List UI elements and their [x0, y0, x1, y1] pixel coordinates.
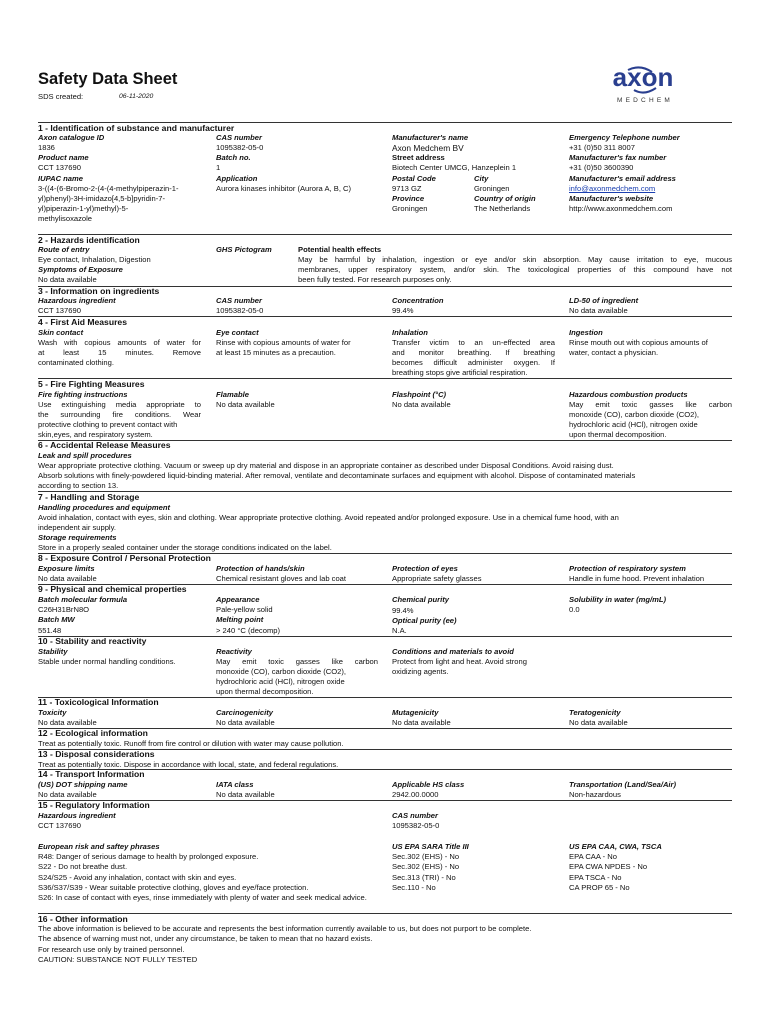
handling-line: Avoid inhalation, contact with eyes, skin and clothing. Wear appropriate protective clothing. Avoid repeated and/or prolonged exposure. Use in a chemical fume hood, with an: [38, 513, 619, 522]
hand-protection-value: Chemical resistant gloves and lab coat: [216, 574, 347, 583]
epa-caa-line: EPA TSCA - No: [569, 873, 622, 882]
other-info-line: CAUTION: SUBSTANCE NOT FULLY TESTED: [38, 955, 198, 964]
eye-protection-value: Appropriate safety glasses: [392, 574, 482, 583]
toxicity-value: No data available: [38, 718, 97, 727]
flamable-label: Flamable: [216, 390, 249, 399]
country-value: The Netherlands: [474, 204, 531, 213]
iata-class-value: No data available: [216, 790, 275, 799]
iata-class-label: IATA class: [216, 780, 254, 789]
section-16-heading: 16 - Other information: [38, 914, 128, 924]
iupac-name-label: IUPAC name: [38, 174, 84, 183]
molecular-formula-label: Batch molecular formula: [38, 595, 128, 604]
sara-line: Sec.302 (EHS) - No: [392, 852, 460, 861]
toxicity-label: Toxicity: [38, 708, 67, 717]
other-info-line: The above information is believed to be accurate and represents the best information currently available to us, but does not purport to be complete.: [38, 924, 532, 933]
combustion-products-line: hydrochloric acid (HCl), nitrogen oxide: [569, 420, 698, 429]
emergency-phone-label: Emergency Telephone number: [569, 133, 680, 142]
section-9-heading: 9 - Physical and chemical properties: [38, 584, 187, 594]
city-label: City: [474, 174, 489, 183]
symptoms-value: No data available: [38, 275, 97, 284]
eye-contact-label: Eye contact: [216, 328, 259, 337]
respiratory-protection-value: Handle in fume hood. Prevent inhalation: [569, 574, 705, 583]
skin-contact-line: at least 15 minutes. Remove: [38, 348, 201, 357]
section-1-heading: 1 - Identification of substance and manufacturer: [38, 123, 235, 133]
postal-code-label: Postal Code: [392, 174, 436, 183]
hazardous-ingredient-label: Hazardous ingredient: [38, 296, 116, 305]
iupac-name-line: yl)phenyl)-3H-imidazo[4,5-b]pyridin-7-: [38, 194, 166, 203]
combustion-products-label: Hazardous combustion products: [569, 390, 688, 399]
application-value: Aurora kinases inhibitor (Aurora A, B, C): [216, 184, 352, 193]
reactivity-line: upon thermal decomposition.: [216, 687, 314, 696]
transportation-label: Transportation (Land/Sea/Air): [569, 780, 677, 789]
sara-title-label: US EPA SARA Title III: [392, 842, 469, 851]
combustion-products-line: upon thermal decomposition.: [569, 430, 667, 439]
chemical-purity-value: 99.4%: [392, 606, 414, 615]
ecological-text: Treat as potentially toxic. Runoff from fire control or dilution with water may cause pollution.: [38, 739, 344, 748]
conditions-avoid-line: Protect from light and heat. Avoid strong: [392, 657, 527, 666]
fire-fighting-line: the surrounding fire conditions. Wear: [38, 410, 201, 419]
section-8-heading: 8 - Exposure Control / Personal Protection: [38, 553, 211, 563]
province-value: Groningen: [392, 204, 428, 213]
eu-phrase-line: S22 - Do not breathe dust.: [38, 862, 128, 871]
postal-code-value: 9713 GZ: [392, 184, 422, 193]
ingestion-line: Rinse mouth out with copious amounts of: [569, 338, 708, 347]
email-link[interactable]: [569, 184, 655, 194]
transportation-value: Non-hazardous: [569, 790, 621, 799]
section-11-heading: 11 - Toxicological Information: [38, 697, 159, 707]
hs-class-value: 2942.00.0000: [392, 790, 439, 799]
leak-spill-label: Leak and spill procedures: [38, 451, 132, 460]
cas-number-label: CAS number: [216, 296, 262, 305]
section-14-heading: 14 - Transport Information: [38, 769, 145, 779]
email-label: Manufacturer's email address: [569, 174, 676, 183]
eye-contact-line: at least 15 minutes as a precaution.: [216, 348, 336, 357]
conditions-avoid-line: oxidizing agents.: [392, 667, 449, 676]
catalogue-id-label: Axon catalogue ID: [38, 133, 105, 142]
section-5-heading: 5 - Fire Fighting Measures: [38, 379, 145, 389]
flamable-value: No data available: [216, 400, 275, 409]
symptoms-label: Symptoms of Exposure: [38, 265, 123, 274]
fax-number-value: +31 (0)50 3600390: [569, 163, 634, 172]
reactivity-line: hydrochloric acid (HCl), nitrogen oxide: [216, 677, 345, 686]
section-divider: [38, 913, 732, 914]
reactivity-line: monoxide (CO), carbon dioxide (CO2),: [216, 667, 346, 676]
appearance-label: Appearance: [216, 595, 260, 604]
fax-number-label: Manufacturer's fax number: [569, 153, 667, 162]
leak-spill-line: Absorb solutions with finely-powdered liquid-binding material. After removal, ventilate and decontaminate surfaces and equipment with alcohol. Dispose of contaminated materials: [38, 471, 636, 480]
sara-line: Sec.313 (TRI) - No: [392, 873, 456, 882]
cas-number-value: 1095382-05-0: [216, 306, 264, 315]
section-4-heading: 4 - First Aid Measures: [38, 317, 127, 327]
exposure-limits-label: Exposure limits: [38, 564, 95, 573]
section-12-heading: 12 - Ecological information: [38, 728, 148, 738]
fire-fighting-line: Use extinguishing media appropriate to: [38, 400, 201, 409]
street-address-label: Street address: [392, 153, 445, 162]
melting-point-label: Melting point: [216, 615, 264, 624]
section-10-heading: 10 - Stability and reactivity: [38, 636, 147, 646]
dot-shipping-value: No data available: [38, 790, 97, 799]
inhalation-line: and monitor breathing. If breathing: [392, 348, 555, 357]
teratogenicity-value: No data available: [569, 718, 628, 727]
epa-caa-line: EPA CAA - No: [569, 852, 617, 861]
province-label: Province: [392, 194, 425, 203]
iupac-name-line: 3-((4-(6-Bromo-2-(4-(4-methylpiperazin-1-: [38, 184, 179, 193]
section-15-heading: 15 - Regulatory Information: [38, 800, 150, 810]
reg-cas-number-value: 1095382-05-0: [392, 821, 440, 830]
eye-protection-label: Protection of eyes: [392, 564, 458, 573]
appearance-value: Pale-yellow solid: [216, 605, 273, 614]
website-value: http://www.axonmedchem.com: [569, 204, 673, 213]
hazardous-ingredient-value: CCT 137690: [38, 306, 81, 315]
emergency-phone-value: +31 (0)50 311 8007: [569, 143, 635, 152]
street-address-value: Biotech Center UMCG, Hanzeplein 1: [392, 163, 517, 172]
section-divider: [38, 316, 732, 317]
chemical-purity-label: Chemical purity: [392, 595, 449, 604]
eu-phrase-line: S36/S37/S39 - Wear suitable protective clothing, gloves and eye/face protection.: [38, 883, 309, 892]
batch-no-label: Batch no.: [216, 153, 251, 162]
section-3-heading: 3 - Information on ingredients: [38, 286, 160, 296]
respiratory-protection-label: Protection of respiratory system: [569, 564, 686, 573]
flashpoint-value: No data available: [392, 400, 451, 409]
hs-class-label: Applicable HS class: [392, 780, 465, 789]
batch-mw-label: Batch MW: [38, 615, 75, 624]
section-divider: [38, 491, 732, 492]
inhalation-line: becomes difficult administer oxygen. If: [392, 358, 555, 367]
exposure-limits-value: No data available: [38, 574, 97, 583]
skin-contact-line: Wash with copious amounts of water for: [38, 338, 201, 347]
manufacturer-name-value: Axon Medchem BV: [392, 143, 464, 153]
flashpoint-label: Flashpoint (°C): [392, 390, 447, 399]
product-name-value: CCT 137690: [38, 163, 81, 172]
health-effects-line: membranes, upper respiratory system, and/or skin. The toxicological properties of this compound have not: [298, 265, 732, 274]
molecular-formula-value: C26H31BrN8O: [38, 605, 90, 614]
ld50-label: LD-50 of ingredient: [569, 296, 639, 305]
application-label: Application: [216, 174, 258, 183]
teratogenicity-label: Teratogenicity: [569, 708, 621, 717]
route-of-entry-value: Eye contact, Inhalation, Digestion: [38, 255, 151, 264]
solubility-value: 0.0: [569, 605, 580, 614]
disposal-text: Treat as potentially toxic. Dispose in accordance with local, state, and federal regulations.: [38, 760, 339, 769]
conditions-avoid-label: Conditions and materials to avoid: [392, 647, 514, 656]
eye-contact-line: Rinse with copious amounts of water for: [216, 338, 351, 347]
sds-created-label: SDS created:: [38, 92, 84, 101]
inhalation-line: Transfer victim to an un-effected area: [392, 338, 555, 347]
combustion-products-line: May emit toxic gasses like carbon: [569, 400, 732, 409]
section-7-heading: 7 - Handling and Storage: [38, 492, 140, 502]
dot-shipping-label: (US) DOT shipping name: [38, 780, 128, 789]
product-name-label: Product name: [38, 153, 89, 162]
reg-cas-number-label: CAS number: [392, 811, 438, 820]
mutagenicity-value: No data available: [392, 718, 451, 727]
solubility-label: Solubility in water (mg/mL): [569, 595, 667, 604]
section-6-heading: 6 - Accidental Release Measures: [38, 440, 171, 450]
sds-created-date: 06-11-2020: [119, 93, 154, 100]
batch-mw-value: 551.48: [38, 626, 62, 635]
reactivity-label: Reactivity: [216, 647, 252, 656]
reactivity-line: May emit toxic gasses like carbon: [216, 657, 378, 666]
inhalation-line: breathing stops give artificial respiration.: [392, 368, 528, 377]
melting-point-value: > 240 °C (decomp): [216, 626, 281, 635]
fire-fighting-label: Fire fighting instructions: [38, 390, 128, 399]
ingestion-line: water, contact a physician.: [569, 348, 659, 357]
health-effects-line: May be harmful by inhalation, ingestion or eye and/or skin absorption. May cause irritation to eye, mucous: [298, 255, 732, 264]
health-effects-line: been fully tested. For research purposes only.: [298, 275, 452, 284]
reg-hazardous-ingredient-label: Hazardous ingredient: [38, 811, 116, 820]
route-of-entry-label: Route of entry: [38, 245, 90, 254]
optical-purity-value: N.A.: [392, 626, 407, 635]
email-link-text[interactable]: info@axonmedchem.com: [569, 184, 656, 193]
fire-fighting-line: skin,eyes, and respiratory system.: [38, 430, 153, 439]
ingestion-label: Ingestion: [569, 328, 603, 337]
other-info-line: For research use only by trained personnel.: [38, 945, 185, 954]
eu-phrase-line: R48: Danger of serious damage to health by prolonged exposure.: [38, 852, 259, 861]
cas-number-label: CAS number: [216, 133, 262, 142]
eu-phrase-line: S24/S25 - Avoid any inhalation, contact with skin and eyes.: [38, 873, 237, 882]
mutagenicity-label: Mutagenicity: [392, 708, 439, 717]
cas-number-value: 1095382-05-0: [216, 143, 264, 152]
batch-no-value: 1: [216, 163, 221, 172]
eu-phrase-line: S26: In case of contact with eyes, rinse immediately with plenty of water and seek medical advice.: [38, 893, 367, 902]
ghs-pictogram-label: GHS Pictogram: [216, 245, 272, 254]
optical-purity-label: Optical purity (ee): [392, 616, 457, 625]
catalogue-id-value: 1836: [38, 143, 55, 152]
iupac-name-line: methylisoxazole: [38, 214, 93, 223]
epa-caa-line: CA PROP 65 - No: [569, 883, 630, 892]
manufacturer-name-label: Manufacturer's name: [392, 133, 469, 142]
combustion-products-line: monoxide (CO), carbon dioxide (CO2),: [569, 410, 699, 419]
axon-logo-icon: [588, 62, 698, 106]
concentration-value: 99.4%: [392, 306, 414, 315]
carcinogenicity-value: No data available: [216, 718, 275, 727]
leak-spill-line: Wear appropriate protective clothing. Vacuum or sweep up dry material and dispose in an appropriate container as described under Disposal Conditions. Avoid raising dust.: [38, 461, 614, 470]
hand-protection-label: Protection of hands/skin: [216, 564, 305, 573]
sara-line: Sec.110 - No: [392, 883, 436, 892]
city-value: Groningen: [474, 184, 510, 193]
skin-contact-line: contaminated clothing.: [38, 358, 114, 367]
leak-spill-line: according to section 13.: [38, 481, 119, 490]
stability-label: Stability: [38, 647, 68, 656]
country-label: Country of origin: [474, 194, 536, 203]
skin-contact-label: Skin contact: [38, 328, 84, 337]
section-divider: [38, 234, 732, 235]
handling-label: Handling procedures and equipment: [38, 503, 171, 512]
axon-medchem-logo: [588, 62, 698, 106]
health-effects-label: Potential health effects: [298, 245, 382, 254]
storage-value: Store in a properly sealed container under the storage conditions indicated on the label.: [38, 543, 332, 552]
carcinogenicity-label: Carcinogenicity: [216, 708, 273, 717]
section-2-heading: 2 - Hazards identification: [38, 235, 140, 245]
epa-caa-line: EPA CWA NPDES - No: [569, 862, 648, 871]
iupac-name-line: yl)piperazin-1-yl)methyl)-5-: [38, 204, 129, 213]
document-title: Safety Data Sheet: [38, 70, 178, 88]
svg-text:axon: axon: [612, 62, 674, 92]
fire-fighting-line: protective clothing to prevent contact with: [38, 420, 178, 429]
website-label: Manufacturer's website: [569, 194, 654, 203]
svg-text:MEDCHEM: MEDCHEM: [617, 97, 673, 104]
other-info-line: The absence of warning must not, under any circumstance, be taken to mean that no hazard exists.: [38, 934, 373, 943]
ld50-value: No data available: [569, 306, 628, 315]
sara-line: Sec.302 (EHS) - No: [392, 862, 460, 871]
handling-line: independent air supply.: [38, 523, 116, 532]
storage-label: Storage requirements: [38, 533, 117, 542]
stability-value: Stable under normal handling conditions.: [38, 657, 176, 666]
epa-caa-label: US EPA CAA, CWA, TSCA: [569, 842, 662, 851]
inhalation-label: Inhalation: [392, 328, 428, 337]
eu-phrases-label: European risk and saftey phrases: [38, 842, 160, 851]
reg-hazardous-ingredient-value: CCT 137690: [38, 821, 81, 830]
concentration-label: Concentration: [392, 296, 444, 305]
section-13-heading: 13 - Disposal considerations: [38, 749, 155, 759]
